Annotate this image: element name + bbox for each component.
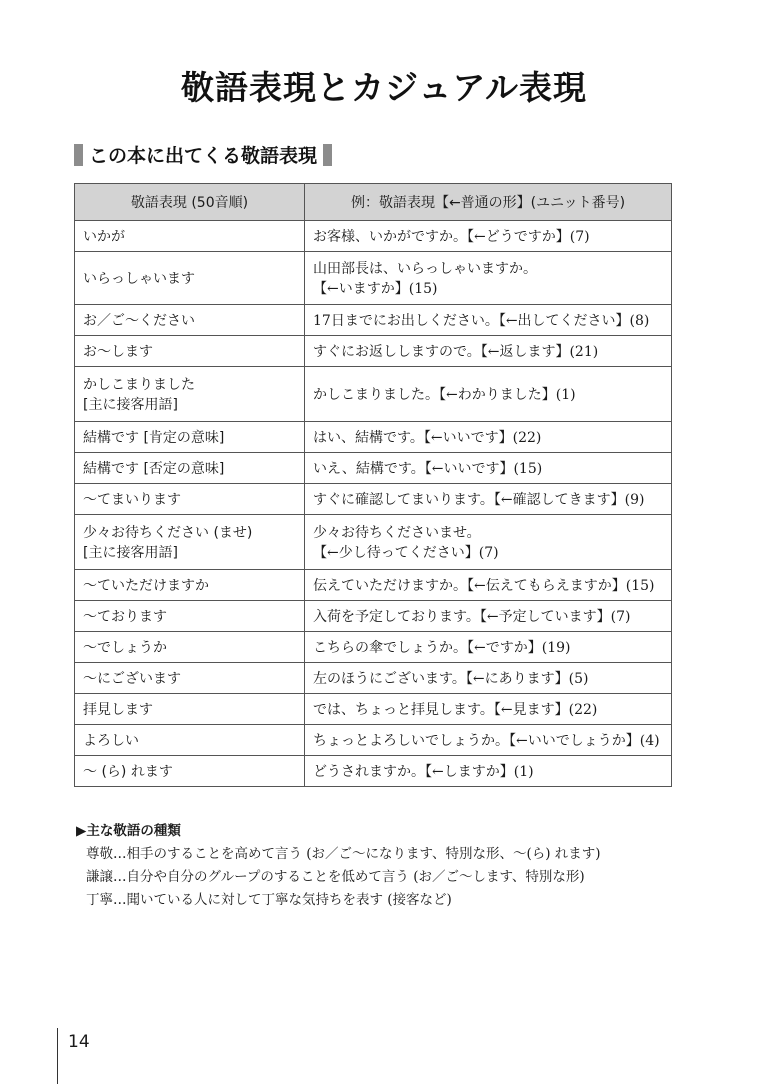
expression-cell: ～ております [75,601,305,632]
example-cell: 17日までにお出しください。【←出してください】(8) [305,305,672,336]
example-cell: 入荷を予定しております。【←予定しています】(7) [305,601,672,632]
table-row [75,484,672,515]
expression-cell: いらっしゃいます [75,252,305,305]
column-header-example: 例：敬語表現【←普通の形】(ユニット番号) [305,184,672,221]
notes-heading: ▶主な敬語の種類 [76,823,181,839]
section-bar-right [323,144,332,166]
table-row [75,570,672,601]
expression-cell: 拝見します [75,694,305,725]
table-row [75,422,672,453]
table-row [75,453,672,484]
table-header-row [75,184,672,221]
example-cell: いえ、結構です。【←いいです】(15) [305,453,672,484]
example-cell: すぐに確認してまいります。【←確認してきます】(9) [305,484,672,515]
table-row [75,336,672,367]
notes-line: 尊敬…相手のすることを高めて言う (お／ご～になります、特別な形、～(ら) れます) [86,846,601,862]
expression-cell: ～ (ら) れます [75,756,305,787]
expression-cell: ～ていただけますか [75,570,305,601]
expression-cell: お～します [75,336,305,367]
expression-cell: ～にございます [75,663,305,694]
table-body [75,221,672,787]
table-row [75,725,672,756]
keigo-table [74,183,672,787]
table-row [75,252,672,305]
section-heading [74,141,332,168]
table-row [75,367,672,422]
notes-block [76,820,601,912]
table-row [75,305,672,336]
example-cell: 左のほうにございます。【←にあります】(5) [305,663,672,694]
page-number: 14 [68,1032,90,1052]
table-row [75,694,672,725]
example-cell: 山田部長は、いらっしゃいますか。 【←いますか】(15) [305,252,672,305]
example-cell: ちょっとよろしいでしょうか。【←いいでしょうか】(4) [305,725,672,756]
table-row [75,756,672,787]
example-cell: 伝えていただけますか。【←伝えてもらえますか】(15) [305,570,672,601]
example-cell: かしこまりました。【←わかりました】(1) [305,367,672,422]
expression-cell: かしこまりました [主に接客用語] [75,367,305,422]
expression-cell: お／ご～ください [75,305,305,336]
expression-cell: 結構です [肯定の意味] [75,422,305,453]
column-header-expression: 敬語表現 (50音順) [75,184,305,221]
example-cell: すぐにお返ししますので。【←返します】(21) [305,336,672,367]
expression-cell: 結構です [否定の意味] [75,453,305,484]
table-row [75,221,672,252]
page-title: 敬語表現とカジュアル表現 [180,68,588,107]
example-cell: お客様、いかがですか。【←どうですか】(7) [305,221,672,252]
example-cell: 少々お待ちくださいませ。 【←少し待ってください】(7) [305,515,672,570]
section-title: この本に出てくる敬語表現 [89,145,318,167]
expression-cell: いかが [75,221,305,252]
expression-cell: よろしい [75,725,305,756]
table-row [75,632,672,663]
expression-cell: ～てまいります [75,484,305,515]
example-cell: どうされますか。【←しますか】(1) [305,756,672,787]
example-cell: こちらの傘でしょうか。【←ですか】(19) [305,632,672,663]
expression-cell: ～でしょうか [75,632,305,663]
notes-line: 謙譲…自分や自分のグループのすることを低めて言う (お／ご～します、特別な形) [86,869,585,885]
table-row [75,601,672,632]
table-row [75,515,672,570]
example-cell: はい、結構です。【←いいです】(22) [305,422,672,453]
example-cell: では、ちょっと拝見します。【←見ます】(22) [305,694,672,725]
page-margin-rule [57,1028,58,1084]
expression-cell: 少々お待ちください (ませ) [主に接客用語] [75,515,305,570]
notes-line: 丁寧…聞いている人に対して丁寧な気持ちを表す (接客など) [86,892,452,908]
section-bar-left [74,144,83,166]
table-row [75,663,672,694]
